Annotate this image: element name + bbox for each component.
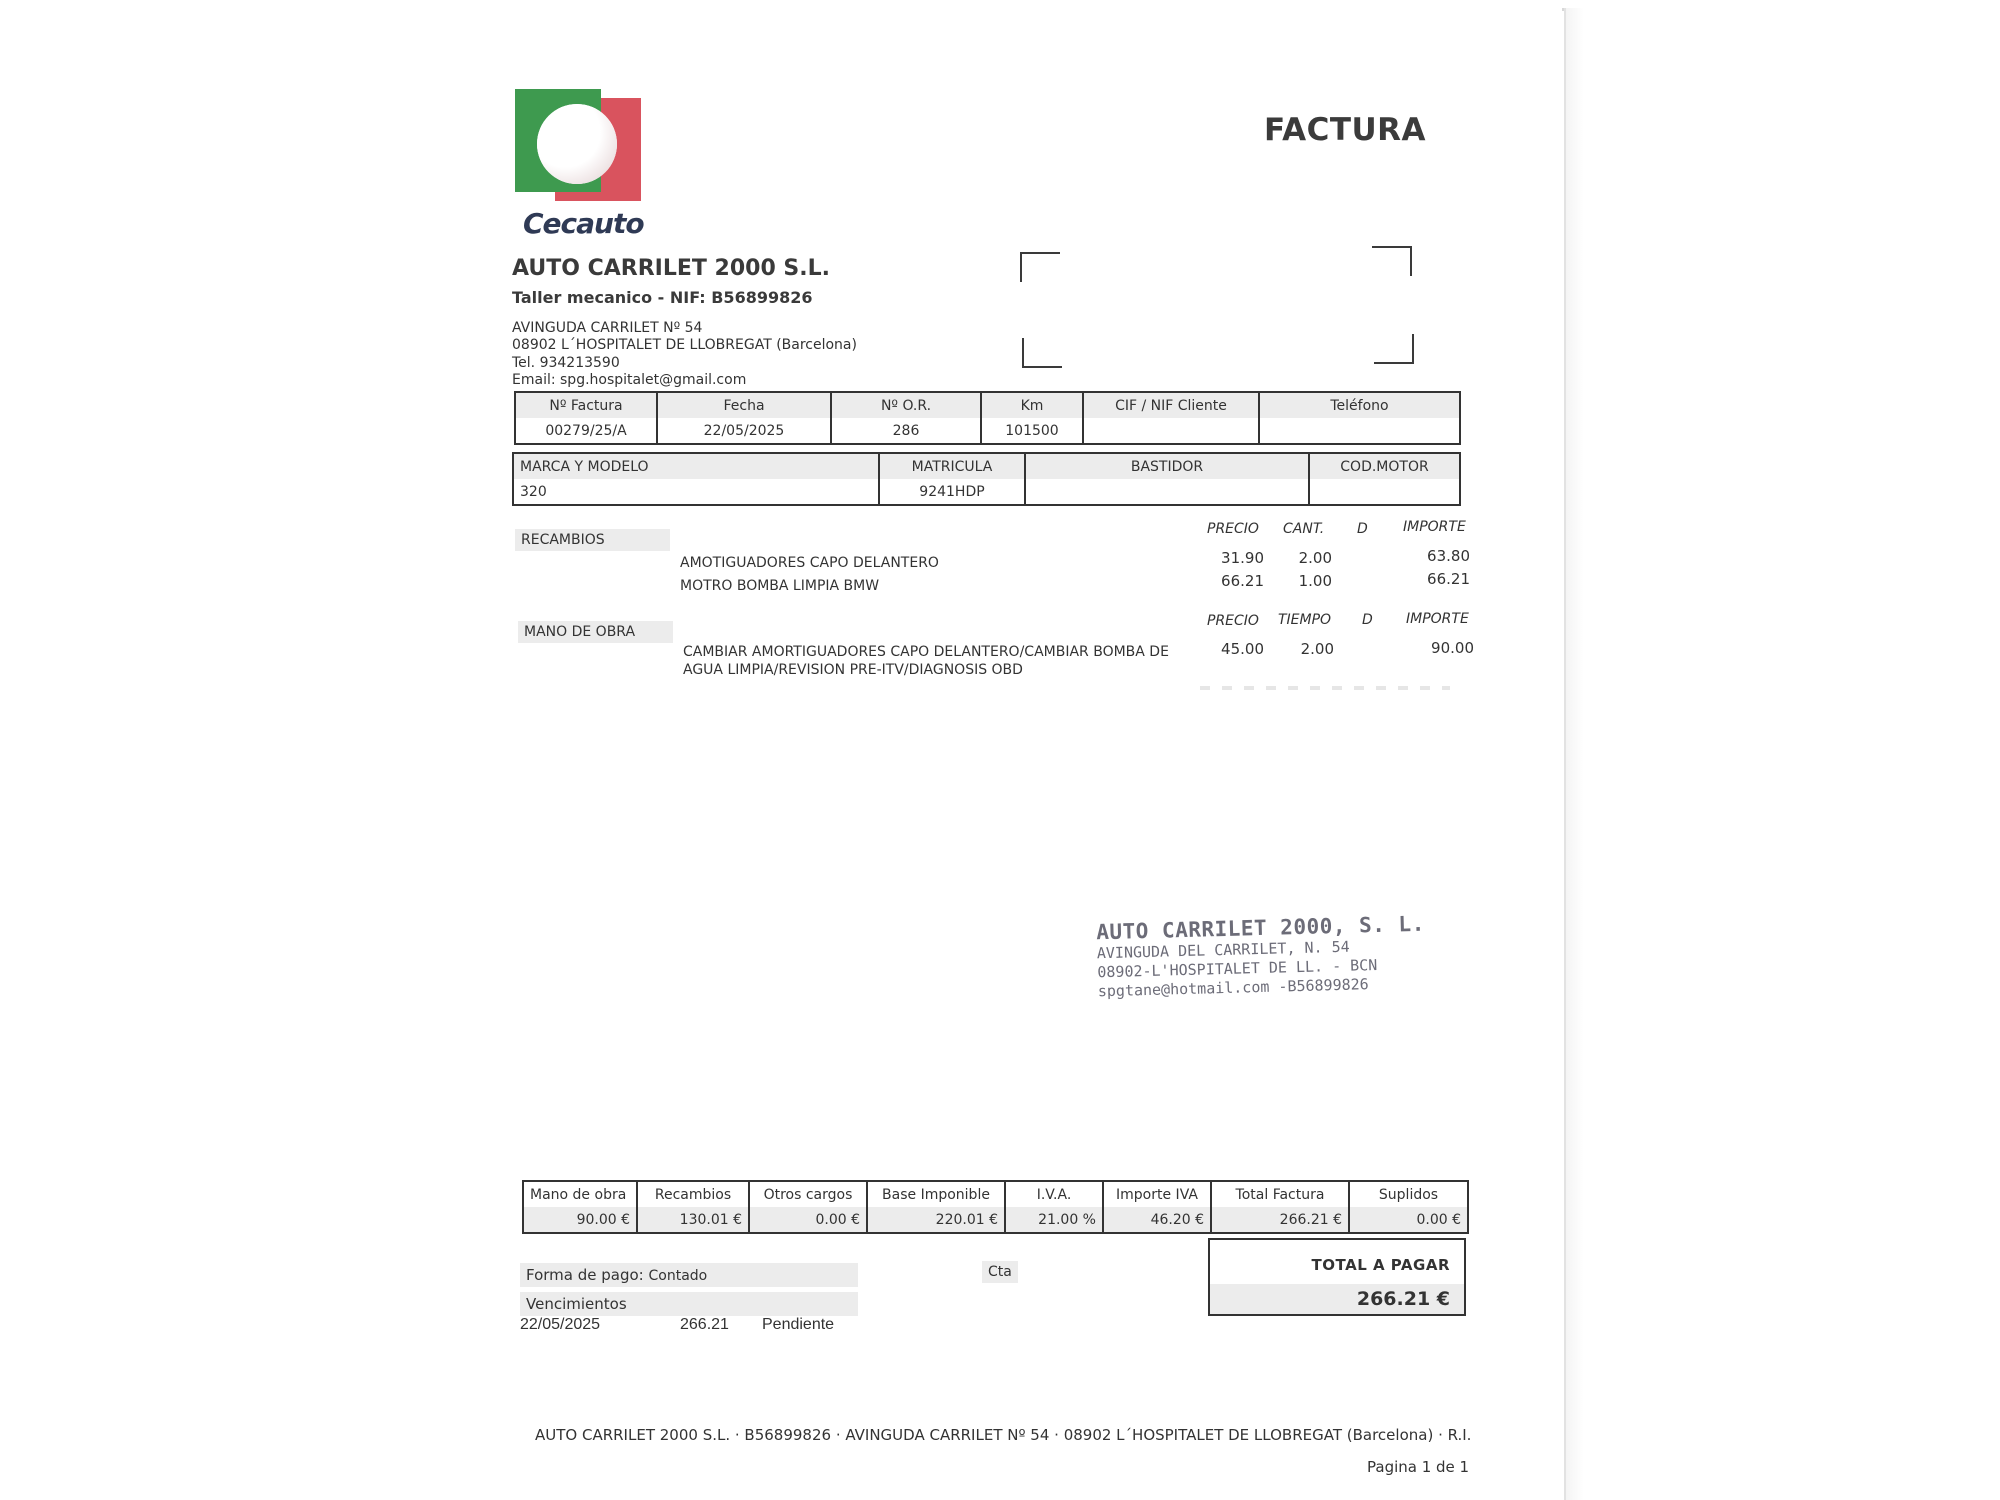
recambios-label: RECAMBIOS xyxy=(515,529,670,551)
recambio-cant: 2.00 xyxy=(1298,549,1332,567)
faint-print-artifact xyxy=(1200,686,1450,690)
invoice-header-cell: Fecha xyxy=(657,392,831,418)
due-dates-label: Vencimientos xyxy=(520,1292,858,1316)
totals-header-cell: Recambios xyxy=(637,1181,749,1207)
recambios-col-d: D xyxy=(1357,521,1368,537)
total-to-pay-value: 266.21 € xyxy=(1210,1284,1464,1314)
invoice-header-cell: Nº O.R. xyxy=(831,392,981,418)
window-corner-mark xyxy=(1022,338,1062,368)
stamp-line: 08902-L'HOSPITALET DE LL. - BCN xyxy=(1097,955,1378,982)
mano-obra-col-d: D xyxy=(1362,612,1373,628)
recambio-desc: AMOTIGUADORES CAPO DELANTERO xyxy=(680,555,939,571)
mano-obra-desc: AGUA LIMPIA/REVISION PRE-ITV/DIAGNOSIS OBD xyxy=(683,662,1023,678)
due-date: 22/05/2025 xyxy=(520,1316,601,1333)
account-label: Cta xyxy=(982,1261,1018,1283)
footer-company-line: AUTO CARRILET 2000 S.L. · B56899826 · AVINGUDA CARRILET Nº 54 · 08902 L´HOSPITALET DE LLOBREGAT (Barcelona) · R.I. xyxy=(535,1426,1472,1444)
totals-header-cell: Total Factura xyxy=(1211,1181,1349,1207)
total-recambios: 130.01 € xyxy=(637,1207,749,1233)
total-to-pay-label: TOTAL A PAGAR xyxy=(1311,1256,1450,1274)
vehicle-header-cell: MATRICULA xyxy=(879,453,1025,479)
company-email: Email: spg.hospitalet@gmail.com xyxy=(512,372,747,388)
mano-obra-col-tiempo: TIEMPO xyxy=(1278,612,1332,628)
vehicle-chassis xyxy=(1025,479,1309,505)
total-iva-rate: 21.00 % xyxy=(1005,1207,1103,1233)
due-amount: 266.21 xyxy=(680,1316,729,1333)
recambios-col-precio: PRECIO xyxy=(1207,521,1259,537)
window-corner-mark xyxy=(1374,334,1414,364)
total-suplidos: 0.00 € xyxy=(1349,1207,1468,1233)
window-corner-mark xyxy=(1020,252,1060,282)
recambio-precio: 66.21 xyxy=(1221,572,1264,590)
recambio-desc: MOTRO BOMBA LIMPIA BMW xyxy=(680,578,880,594)
mano-obra-desc: CAMBIAR AMORTIGUADORES CAPO DELANTERO/CAMBIAR BOMBA DE xyxy=(683,644,1169,660)
mano-obra-precio: 45.00 xyxy=(1221,640,1264,658)
recambios-col-cant: CANT. xyxy=(1283,521,1325,537)
company-address-line2: 08902 L´HOSPITALET DE LLOBREGAT (Barcelona) xyxy=(512,337,857,353)
company-address-line1: AVINGUDA CARRILET Nº 54 xyxy=(512,320,703,336)
company-stamp xyxy=(1096,912,1427,1002)
recambio-importe: 63.80 xyxy=(1427,547,1470,565)
km-value: 101500 xyxy=(981,418,1083,444)
document-title: FACTURA xyxy=(1264,112,1427,148)
vehicle-header-cell: COD.MOTOR xyxy=(1309,453,1460,479)
total-otros-cargos: 0.00 € xyxy=(749,1207,867,1233)
invoice-header-cell: Nº Factura xyxy=(515,392,657,418)
totals-header-cell: Suplidos xyxy=(1349,1181,1468,1207)
due-status: Pendiente xyxy=(762,1316,835,1333)
payment-method-value: Contado xyxy=(648,1268,708,1284)
payment-method-row xyxy=(520,1263,858,1287)
brand-name: Cecauto xyxy=(523,207,644,240)
total-factura: 266.21 € xyxy=(1211,1207,1349,1233)
stamp-line: spgtane@hotmail.com -B56899826 xyxy=(1097,975,1369,1001)
company-subtitle: Taller mecanico - NIF: B56899826 xyxy=(512,288,813,307)
invoice-header-cell: CIF / NIF Cliente xyxy=(1083,392,1259,418)
recambio-precio: 31.90 xyxy=(1221,549,1264,567)
totals-header-cell: Otros cargos xyxy=(749,1181,867,1207)
stamp-line: AUTO CARRILET 2000, S. L. xyxy=(1095,911,1426,945)
company-name: AUTO CARRILET 2000 S.L. xyxy=(512,256,831,281)
recambios-col-importe: IMPORTE xyxy=(1403,519,1466,535)
total-base-imponible: 220.01 € xyxy=(867,1207,1005,1233)
client-nif xyxy=(1083,418,1259,444)
stamp-line: AVINGUDA DEL CARRILET, N. 54 xyxy=(1096,937,1350,963)
client-phone xyxy=(1259,418,1460,444)
payment-method-label: Forma de pago: xyxy=(526,1266,644,1284)
order-number: 286 xyxy=(831,418,981,444)
vehicle-engine-code xyxy=(1309,479,1460,505)
totals-table xyxy=(522,1180,1469,1234)
vehicle-plate: 9241HDP xyxy=(879,479,1025,505)
invoice-header-cell: Km xyxy=(981,392,1083,418)
paper-edge xyxy=(1564,8,1584,1500)
invoice-header-cell: Teléfono xyxy=(1259,392,1460,418)
invoice-info-table xyxy=(514,391,1461,445)
vehicle-info-table xyxy=(512,452,1461,506)
vehicle-header-cell: BASTIDOR xyxy=(1025,453,1309,479)
invoice-date: 22/05/2025 xyxy=(657,418,831,444)
vehicle-header-cell: MARCA Y MODELO xyxy=(513,453,879,479)
cecauto-logo-icon xyxy=(515,89,641,201)
totals-header-cell: Importe IVA xyxy=(1103,1181,1211,1207)
total-mano-obra: 90.00 € xyxy=(523,1207,637,1233)
company-phone: Tel. 934213590 xyxy=(512,355,620,371)
mano-obra-importe: 90.00 xyxy=(1431,639,1474,657)
mano-obra-col-importe: IMPORTE xyxy=(1406,611,1469,627)
mano-obra-col-precio: PRECIO xyxy=(1207,613,1259,629)
totals-header-cell: Mano de obra xyxy=(523,1181,637,1207)
vehicle-model: 320 xyxy=(520,483,547,500)
mano-obra-label: MANO DE OBRA xyxy=(518,621,673,643)
recambio-cant: 1.00 xyxy=(1298,572,1332,590)
total-to-pay-box xyxy=(1208,1238,1466,1316)
window-corner-mark xyxy=(1372,246,1412,276)
invoice-number: 00279/25/A xyxy=(545,422,627,439)
totals-header-cell: I.V.A. xyxy=(1005,1181,1103,1207)
mano-obra-tiempo: 2.00 xyxy=(1300,640,1334,658)
totals-header-cell: Base Imponible xyxy=(867,1181,1005,1207)
page-number: Pagina 1 de 1 xyxy=(1367,1458,1470,1476)
recambio-importe: 66.21 xyxy=(1427,570,1470,588)
total-importe-iva: 46.20 € xyxy=(1103,1207,1211,1233)
